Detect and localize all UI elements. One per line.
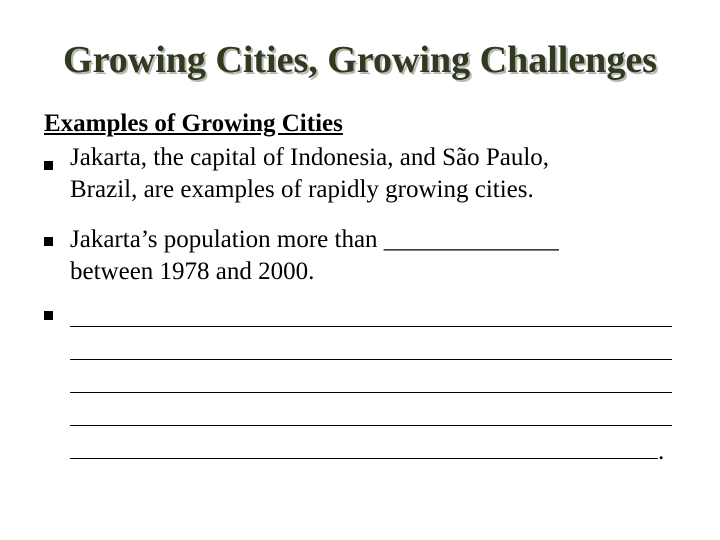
blank-answer-line (70, 326, 672, 327)
bullet-2-line-2: between 1978 and 2000. (70, 258, 315, 285)
bullet-1-line-2: Brazil, are examples of rapidly growing cities. (70, 176, 534, 203)
blank-answer-line (70, 425, 672, 426)
bullet-marker (44, 237, 53, 246)
bullet-1-line-1: Jakarta, the capital of Indonesia, and São Paulo, (70, 144, 550, 171)
bullet-marker (44, 311, 53, 320)
blank-answer-line (70, 359, 672, 360)
blank-answer-line (70, 458, 658, 459)
bullet-marker (44, 161, 53, 170)
end-period: . (658, 438, 665, 465)
bullet-2-line-1: Jakarta’s population more than ______________ (70, 226, 559, 253)
slide-title: Growing Cities, Growing Challenges (63, 39, 657, 81)
section-heading: Examples of Growing Cities (44, 110, 343, 137)
blank-answer-line (70, 392, 672, 393)
